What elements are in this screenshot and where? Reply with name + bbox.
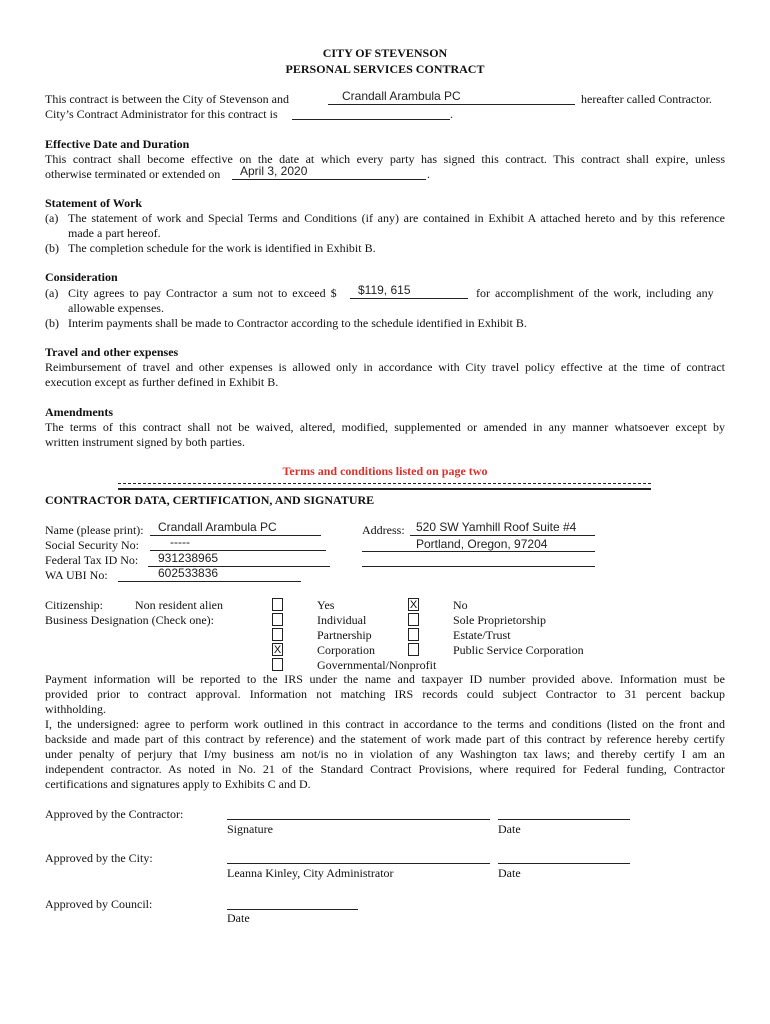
estate-trust-label: Estate/Trust — [453, 628, 511, 642]
estate-trust-checkbox[interactable] — [408, 628, 419, 641]
ubi-field[interactable]: 602533836 — [158, 566, 219, 580]
consideration-b-text: Interim payments shall be made to Contractor according to the schedule identified in Exhibit B. — [68, 316, 527, 330]
intro-text: This contract is between the City of Stevenson and — [45, 92, 289, 106]
council-date-line[interactable] — [227, 909, 358, 910]
effective-text-2: otherwise terminated or extended on — [45, 167, 221, 181]
contractor-name-field[interactable]: Crandall Arambula PC — [342, 89, 461, 103]
effective-text: This contract shall become effective on the date at which every party has signed this contract. This contract shall expire, unless — [45, 152, 725, 166]
tax-id-field[interactable]: 931238965 — [158, 551, 219, 565]
contractor-name-line — [328, 104, 575, 105]
address-field-2[interactable]: Portland, Oregon, 97204 — [416, 537, 548, 551]
consideration-a-label: (a) — [45, 286, 59, 300]
consideration-a-text-2: allowable expenses. — [68, 301, 164, 315]
travel-text: Reimbursement of travel and other expenses is allowed only in accordance with City travel policy effective at the time of contract — [45, 360, 725, 374]
travel-heading: Travel and other expenses — [45, 345, 179, 359]
city-date-caption: Date — [498, 866, 521, 880]
citizenship-yes-label: Yes — [317, 598, 335, 612]
certification-text-3: under penalty of perjury that I/my business am not/is no in violation of any Washington tax laws; and thereby certify I am an — [45, 747, 725, 761]
intro-text-end: hereafter called Contractor. — [581, 92, 712, 106]
ubi-label: WA UBI No: — [45, 568, 108, 582]
address-line-3[interactable] — [362, 566, 595, 567]
expire-date-line — [232, 179, 426, 180]
payment-info-text-3: withholding. — [45, 702, 107, 716]
administrator-text: City’s Contract Administrator for this contract is — [45, 107, 278, 121]
city-approval-label: Approved by the City: — [45, 851, 153, 865]
certification-text-4: independent contractor. As noted in No. 21 of the Standard Contract Provisions, where required for Federal funding, Contractor — [45, 762, 725, 776]
payment-info-text-2: provided prior to contract approval. Information not matching IRS records could subject Contractor to 31 percent backup — [45, 687, 725, 701]
amount-line — [350, 298, 468, 299]
contractor-date-line[interactable] — [498, 819, 630, 820]
address-line-2 — [362, 551, 595, 552]
tax-id-label: Federal Tax ID No: — [45, 553, 139, 567]
statement-a-label: (a) — [45, 211, 59, 225]
consideration-a-text: City agrees to pay Contractor a sum not to exceed $ — [68, 286, 337, 300]
ubi-line — [118, 581, 301, 582]
terms-notice: Terms and conditions listed on page two — [282, 464, 488, 478]
consideration-b-label: (b) — [45, 316, 59, 330]
citizenship-yes-checkbox[interactable] — [272, 598, 283, 611]
name-label: Name (please print): — [45, 523, 144, 537]
business-designation-label: Business Designation (Check one): — [45, 613, 214, 627]
statement-heading: Statement of Work — [45, 196, 143, 210]
citizenship-label: Citizenship: — [45, 598, 103, 612]
city-signer-caption: Leanna Kinley, City Administrator — [227, 866, 394, 880]
section-divider — [118, 483, 651, 490]
council-date-caption: Date — [227, 911, 250, 925]
document-title: PERSONAL SERVICES CONTRACT — [285, 62, 485, 76]
contractor-signature-line[interactable] — [227, 819, 490, 820]
city-title: CITY OF STEVENSON — [322, 46, 448, 60]
name-field[interactable]: Crandall Arambula PC — [158, 520, 277, 534]
citizenship-no-checkbox[interactable]: X — [409, 599, 418, 611]
expire-date-field[interactable]: April 3, 2020 — [240, 164, 308, 178]
partnership-label: Partnership — [317, 628, 372, 642]
statement-a-text-2: made a part hereof. — [68, 226, 161, 240]
signature-caption: Signature — [227, 822, 273, 836]
corporation-label: Corporation — [317, 643, 375, 657]
amount-field[interactable]: $119, 615 — [358, 283, 411, 297]
ssn-label: Social Security No: — [45, 538, 139, 552]
consideration-heading: Consideration — [45, 270, 118, 284]
contractor-date-caption: Date — [498, 822, 521, 836]
city-date-line[interactable] — [498, 863, 630, 864]
certification-text-2: backside and made part of this contract by reference) and the statement of work made part of this contract by reference hereby certify — [45, 732, 725, 746]
sole-proprietorship-label: Sole Proprietorship — [453, 613, 546, 627]
corporation-checkbox[interactable]: X — [273, 644, 282, 656]
certification-text-5: certifications and signatures apply to Exhibits C and D. — [45, 777, 311, 791]
individual-label: Individual — [317, 613, 367, 627]
amendments-text: The terms of this contract shall not be waived, altered, modified, supplemented or amended in any manner whatsoever except by — [45, 420, 725, 434]
citizenship-no-label: No — [453, 598, 468, 612]
statement-b-label: (b) — [45, 241, 59, 255]
statement-a-text: The statement of work and Special Terms and Conditions (if any) are contained in Exhibit A attached hereto and by this reference — [68, 211, 725, 225]
public-service-checkbox[interactable] — [408, 643, 419, 656]
contractor-approval-label: Approved by the Contractor: — [45, 807, 184, 821]
governmental-checkbox[interactable] — [272, 658, 283, 671]
address-field-1[interactable]: 520 SW Yamhill Roof Suite #4 — [416, 520, 577, 534]
administrator-period: . — [450, 107, 453, 121]
consideration-a-text-end: for accomplishment of the work, including any — [476, 286, 714, 300]
sole-proprietorship-checkbox[interactable] — [408, 613, 419, 626]
effective-heading: Effective Date and Duration — [45, 137, 190, 151]
city-signature-line[interactable] — [227, 863, 490, 864]
address-line-1 — [410, 535, 595, 536]
citizenship-value: Non resident alien — [135, 598, 223, 612]
certification-text: I, the undersigned: agree to perform work outlined in this contract in accordance to the terms and conditions (listed on the front and — [45, 717, 725, 731]
payment-info-text: Payment information will be reported to the IRS under the name and taxpayer ID number provided above. Information must be — [45, 672, 725, 686]
contractor-heading: CONTRACTOR DATA, CERTIFICATION, AND SIGNATURE — [45, 493, 375, 507]
statement-b-text: The completion schedule for the work is identified in Exhibit B. — [68, 241, 376, 255]
travel-text-2: execution except as further defined in Exhibit B. — [45, 375, 279, 389]
public-service-label: Public Service Corporation — [453, 643, 584, 657]
ssn-field[interactable]: ----- — [170, 535, 190, 549]
individual-checkbox[interactable] — [272, 613, 283, 626]
administrator-line[interactable] — [292, 119, 450, 120]
governmental-label: Governmental/Nonprofit — [317, 658, 437, 672]
amendments-text-2: written instrument signed by both parties. — [45, 435, 245, 449]
address-label: Address: — [362, 523, 405, 537]
amendments-heading: Amendments — [45, 405, 113, 419]
partnership-checkbox[interactable] — [272, 628, 283, 641]
council-approval-label: Approved by Council: — [45, 897, 153, 911]
effective-period: . — [427, 167, 430, 181]
